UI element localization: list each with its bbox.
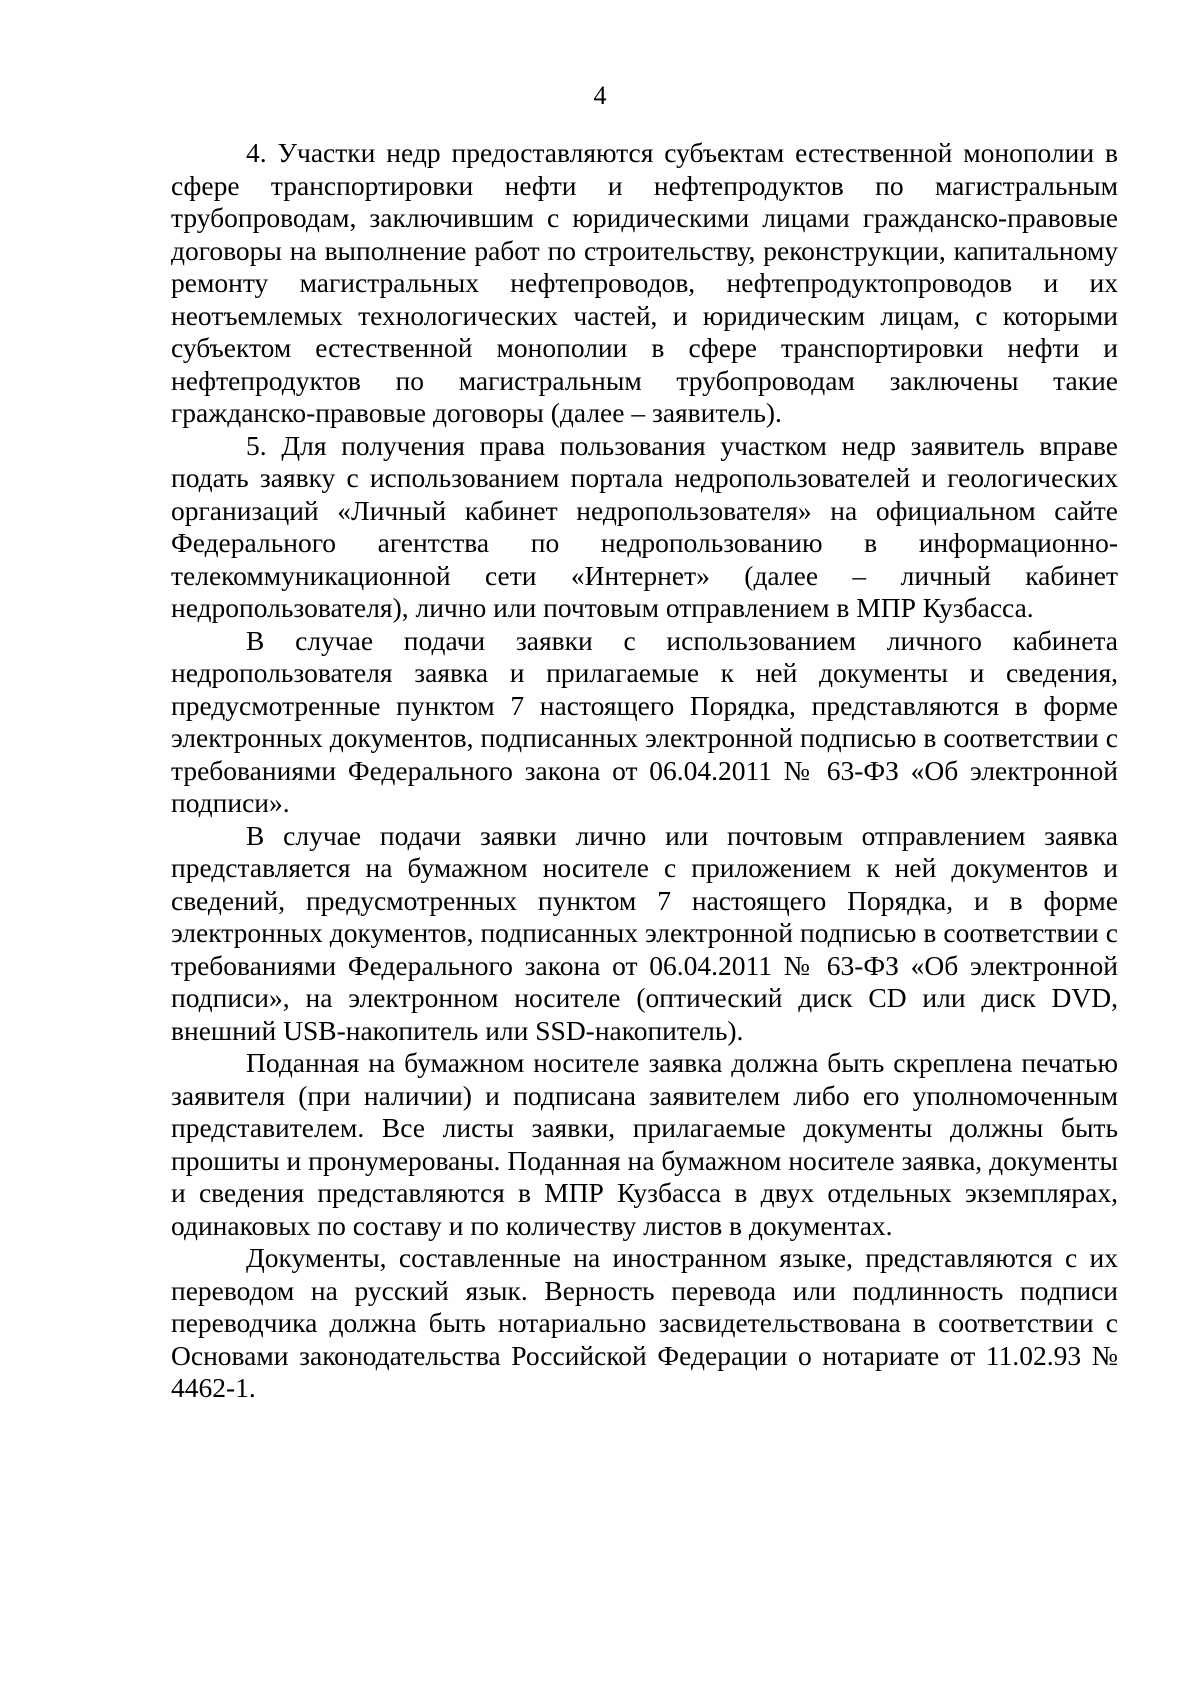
document-body (171, 137, 1118, 1405)
paragraph-clause-4: 4. Участки недр предоставляются субъектам естественной монополии в сфере транспортировки нефти и нефтепродуктов по магистральным трубопроводам, заключившим с юридическими лицами гражданско-правовые договоры на выполнение работ по строительству, реконструкции, капитальному ремонту магистральных нефтепроводов, нефтепродуктопроводов и их неотъемлемых технологических частей, и юридическим лицам, с которыми субъектом естественной монополии в сфере транспортировки нефти и нефтепродуктов по магистральным трубопроводам заключены такие гражданско-правовые договоры (далее – заявитель). (171, 137, 1118, 428)
paragraph-foreign-documents: Документы, составленные на иностранном языке, представляются с их переводом на русский язык. Верность перевода или подлинность подписи переводчика должна быть нотариально засвидетельствована в соответствии с Основами законодательства Российской Федерации о нотариате от 11.02.93 № 4462-1. (171, 1242, 1118, 1403)
paragraph-paper-requirements: Поданная на бумажном носителе заявка должна быть скреплена печатью заявителя (при наличии) и подписана заявителем либо его уполномоченным представителем. Все листы заявки, прилагаемые документы должны быть прошиты и пронумерованы. Поданная на бумажном носителе заявка, документы и сведения представляются в МПР Кузбасса в двух отдельных экземплярах, одинаковых по составу и по количеству листов в документах. (171, 1047, 1118, 1241)
paragraph-clause-5: 5. Для получения права пользования участком недр заявитель вправе подать заявку с использованием портала недропользователей и геологических организаций «Личный кабинет недропользователя» на официальном сайте Федерального агентства по недропользованию в информационно-телекоммуникационной сети «Интернет» (далее – личный кабинет недропользователя), лично или почтовым отправлением в МПР Кузбасса. (171, 429, 1118, 623)
paragraph-paper-submission: В случае подачи заявки лично или почтовым отправлением заявка представляется на бумажном носителе с приложением к ней документов и сведений, предусмотренных пунктом 7 настоящего Порядка, и в форме электронных документов, подписанных электронной подписью в соответствии с требованиями Федерального закона от 06.04.2011 № 63-ФЗ «Об электронной подписи», на электронном носителе (оптический диск CD или диск DVD, внешний USB-накопитель или SSD-накопитель). (171, 819, 1118, 1046)
page-number: 4 (593, 81, 607, 110)
paragraph-electronic-submission: В случае подачи заявки с использованием личного кабинета недропользователя заявка и прилагаемые к ней документы и сведения, предусмотренные пунктом 7 настоящего Порядка, представляются в форме электронных документов, подписанных электронной подписью в соответствии с требованиями Федерального закона от 06.04.2011 № 63-ФЗ «Об электронной подписи». (171, 624, 1118, 818)
